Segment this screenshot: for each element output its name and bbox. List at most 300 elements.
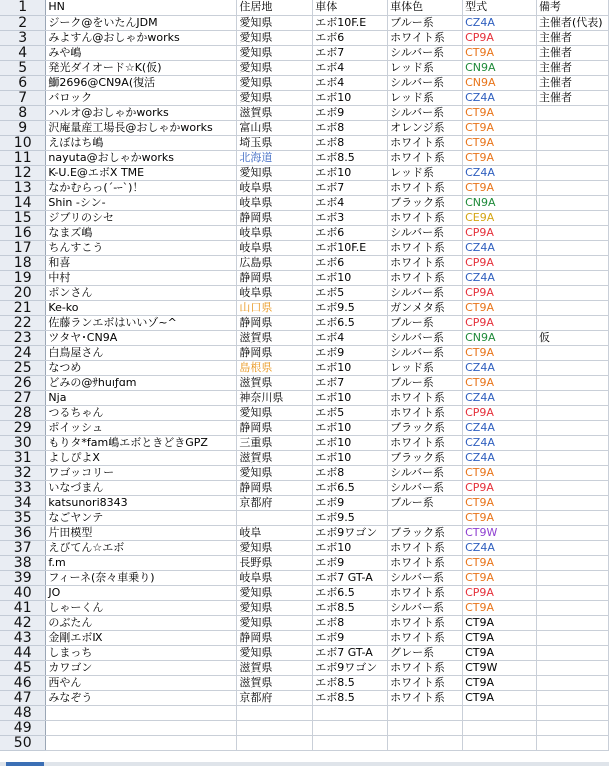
row-header[interactable]: 2 [0, 15, 46, 30]
cell-note[interactable] [536, 225, 608, 240]
cell-color[interactable]: オレンジ系 [388, 120, 463, 135]
cell-color[interactable]: ホワイト系 [388, 180, 463, 195]
cell-model[interactable]: CP9A [463, 285, 537, 300]
cell-car[interactable]: エボ10F.E [313, 15, 388, 30]
cell-car[interactable]: エボ9ワゴン [313, 660, 388, 675]
cell-hn[interactable]: Nja [46, 390, 237, 405]
cell-pref[interactable]: 岐阜県 [237, 180, 313, 195]
cell-note[interactable] [536, 360, 608, 375]
cell-car[interactable]: エボ5 [313, 285, 388, 300]
cell-hn[interactable]: なまズ嶋 [46, 225, 237, 240]
cell-hn[interactable]: みよすん@おしゃかworks [46, 30, 237, 45]
row-header[interactable]: 7 [0, 90, 46, 105]
row-header[interactable]: 13 [0, 180, 46, 195]
cell-color[interactable]: シルバー系 [388, 285, 463, 300]
cell-hn[interactable]: f.m [46, 555, 237, 570]
cell-color[interactable]: シルバー系 [388, 45, 463, 60]
cell-model[interactable]: CZ4A [463, 420, 537, 435]
cell-car[interactable] [313, 705, 388, 720]
cell-note[interactable]: 主催者 [536, 75, 608, 90]
cell-model[interactable]: CT9A [463, 465, 537, 480]
cell-car[interactable]: エボ7 GT-A [313, 645, 388, 660]
cell-pref[interactable]: 愛知県 [237, 45, 313, 60]
cell-model[interactable]: CT9A [463, 630, 537, 645]
cell-model[interactable]: CZ4A [463, 540, 537, 555]
cell-hn[interactable]: 西やん [46, 675, 237, 690]
row-header[interactable]: 35 [0, 510, 46, 525]
cell-hn[interactable]: 金剛エボⅨ [46, 630, 237, 645]
cell-hn[interactable]: 片田模型 [46, 525, 237, 540]
cell-color[interactable] [388, 705, 463, 720]
cell-pref[interactable]: 岐阜 [237, 525, 313, 540]
cell-color[interactable]: ホワイト系 [388, 660, 463, 675]
cell-pref[interactable]: 愛知県 [237, 165, 313, 180]
cell-car[interactable]: エボ10 [313, 435, 388, 450]
cell-color[interactable]: ホワイト系 [388, 30, 463, 45]
cell-model[interactable]: CT9A [463, 120, 537, 135]
row-header[interactable]: 20 [0, 285, 46, 300]
row-header[interactable]: 44 [0, 645, 46, 660]
cell-model[interactable] [463, 705, 537, 720]
row-header[interactable]: 18 [0, 255, 46, 270]
cell-color[interactable]: レッド系 [388, 60, 463, 75]
cell-note[interactable] [536, 690, 608, 705]
cell-pref[interactable]: 愛知県 [237, 585, 313, 600]
cell-note[interactable] [536, 420, 608, 435]
cell-pref[interactable]: 山口県 [237, 300, 313, 315]
cell-car[interactable]: エボ10 [313, 420, 388, 435]
row-header[interactable]: 27 [0, 390, 46, 405]
cell-color[interactable]: レッド系 [388, 165, 463, 180]
cell-note[interactable] [536, 735, 608, 750]
cell-note[interactable] [536, 600, 608, 615]
cell-car[interactable]: エボ4 [313, 330, 388, 345]
cell-model[interactable]: CN9A [463, 195, 537, 210]
cell-hn[interactable]: フィーネ(奈々車乗り) [46, 570, 237, 585]
cell-pref[interactable]: 北海道 [237, 150, 313, 165]
row-header[interactable]: 12 [0, 165, 46, 180]
row-header[interactable]: 14 [0, 195, 46, 210]
cell-color[interactable]: シルバー系 [388, 480, 463, 495]
cell-model[interactable]: CT9W [463, 525, 537, 540]
cell-note[interactable]: 主催者 [536, 90, 608, 105]
cell-note[interactable] [536, 675, 608, 690]
cell-hn[interactable] [46, 720, 237, 735]
cell-car[interactable]: エボ6.5 [313, 480, 388, 495]
cell-hn[interactable]: バロック [46, 90, 237, 105]
cell-pref[interactable]: 富山県 [237, 120, 313, 135]
cell-note[interactable] [536, 615, 608, 630]
cell-color[interactable]: グレー系 [388, 645, 463, 660]
cell-note[interactable] [536, 255, 608, 270]
cell-pref[interactable]: 京都府 [237, 690, 313, 705]
cell-pref[interactable]: 愛知県 [237, 465, 313, 480]
cell-pref[interactable]: 愛知県 [237, 615, 313, 630]
cell-car[interactable]: エボ8 [313, 120, 388, 135]
cell-color[interactable]: ホワイト系 [388, 615, 463, 630]
row-header[interactable]: 11 [0, 150, 46, 165]
cell-car[interactable]: エボ8 [313, 465, 388, 480]
cell-note[interactable] [536, 315, 608, 330]
cell-model[interactable]: CT9A [463, 345, 537, 360]
row-header[interactable]: 37 [0, 540, 46, 555]
cell-pref[interactable]: 滋賀県 [237, 675, 313, 690]
cell-note[interactable] [536, 510, 608, 525]
row-header[interactable]: 45 [0, 660, 46, 675]
cell-hn[interactable]: Ke-ko [46, 300, 237, 315]
cell-hn[interactable]: みなぞう [46, 690, 237, 705]
cell-model[interactable]: CT9A [463, 105, 537, 120]
cell-note[interactable] [536, 375, 608, 390]
cell-hn[interactable]: つるちゃん [46, 405, 237, 420]
cell-note[interactable]: 主催者 [536, 45, 608, 60]
cell-pref[interactable]: 滋賀県 [237, 450, 313, 465]
cell-car[interactable] [313, 735, 388, 750]
cell-model[interactable]: CZ4A [463, 90, 537, 105]
cell-model[interactable]: CZ4A [463, 15, 537, 30]
cell-note[interactable] [536, 345, 608, 360]
cell-car[interactable]: エボ4 [313, 195, 388, 210]
row-header[interactable]: 24 [0, 345, 46, 360]
row-header[interactable]: 47 [0, 690, 46, 705]
row-header[interactable]: 9 [0, 120, 46, 135]
cell-pref[interactable]: 岐阜県 [237, 240, 313, 255]
cell-model[interactable]: CT9A [463, 615, 537, 630]
cell-model[interactable]: CT9A [463, 150, 537, 165]
cell-model[interactable]: CT9A [463, 45, 537, 60]
cell-hn[interactable]: しまっち [46, 645, 237, 660]
cell-model[interactable]: CP9A [463, 225, 537, 240]
cell-note[interactable] [536, 120, 608, 135]
row-header[interactable]: 5 [0, 60, 46, 75]
cell-car[interactable]: エボ10 [313, 270, 388, 285]
cell-hn[interactable]: のぶたん [46, 615, 237, 630]
cell-car[interactable]: エボ9 [313, 630, 388, 645]
cell-pref[interactable]: 京都府 [237, 495, 313, 510]
row-header[interactable]: 19 [0, 270, 46, 285]
cell-model[interactable]: CN9A [463, 75, 537, 90]
cell-color[interactable]: シルバー系 [388, 75, 463, 90]
cell-hn[interactable]: JO [46, 585, 237, 600]
cell-car[interactable]: エボ6.5 [313, 585, 388, 600]
cell-pref[interactable]: 静岡県 [237, 315, 313, 330]
row-header[interactable]: 38 [0, 555, 46, 570]
cell-color[interactable]: ブルー系 [388, 15, 463, 30]
cell-note[interactable]: 主催者(代表) [536, 15, 608, 30]
cell-color[interactable]: ホワイト系 [388, 555, 463, 570]
cell-color[interactable]: シルバー系 [388, 600, 463, 615]
cell-color[interactable] [388, 720, 463, 735]
cell-color[interactable]: ホワイト系 [388, 405, 463, 420]
cell-model[interactable]: CT9A [463, 495, 537, 510]
column-header-model[interactable]: 型式 [463, 0, 537, 15]
cell-color[interactable]: ブラック系 [388, 450, 463, 465]
cell-hn[interactable]: 発光ダイオード☆K(仮) [46, 60, 237, 75]
cell-model[interactable] [463, 735, 537, 750]
cell-color[interactable]: ホワイト系 [388, 390, 463, 405]
cell-pref[interactable] [237, 735, 313, 750]
cell-hn[interactable]: なごヤンテ [46, 510, 237, 525]
cell-pref[interactable]: 静岡県 [237, 345, 313, 360]
cell-pref[interactable]: 愛知県 [237, 645, 313, 660]
cell-model[interactable]: CZ4A [463, 390, 537, 405]
cell-pref[interactable]: 愛知県 [237, 30, 313, 45]
row-header[interactable]: 10 [0, 135, 46, 150]
cell-car[interactable]: エボ10 [313, 360, 388, 375]
column-header-color[interactable]: 車体色 [388, 0, 463, 15]
row-header[interactable]: 16 [0, 225, 46, 240]
cell-hn[interactable]: nayuta@おしゃかworks [46, 150, 237, 165]
cell-hn[interactable]: 沢庵量産工場長@おしゃかworks [46, 120, 237, 135]
cell-pref[interactable]: 埼玉県 [237, 135, 313, 150]
cell-hn[interactable]: 中村 [46, 270, 237, 285]
cell-color[interactable]: ブルー系 [388, 375, 463, 390]
cell-pref[interactable]: 愛知県 [237, 405, 313, 420]
cell-car[interactable]: エボ8.5 [313, 675, 388, 690]
cell-note[interactable] [536, 195, 608, 210]
cell-pref[interactable]: 静岡県 [237, 210, 313, 225]
row-header[interactable]: 1 [0, 0, 46, 15]
row-header[interactable]: 34 [0, 495, 46, 510]
cell-hn[interactable]: ちんすこう [46, 240, 237, 255]
cell-car[interactable]: エボ6 [313, 30, 388, 45]
cell-car[interactable] [313, 720, 388, 735]
cell-hn[interactable]: Shin -シン- [46, 195, 237, 210]
cell-car[interactable]: エボ10 [313, 540, 388, 555]
cell-note[interactable] [536, 720, 608, 735]
cell-model[interactable]: CP9A [463, 255, 537, 270]
cell-color[interactable]: ホワイト系 [388, 240, 463, 255]
cell-hn[interactable]: えびてん☆エボ [46, 540, 237, 555]
cell-pref[interactable]: 愛知県 [237, 90, 313, 105]
cell-model[interactable]: CZ4A [463, 165, 537, 180]
row-header[interactable]: 50 [0, 735, 46, 750]
cell-pref[interactable]: 三重県 [237, 435, 313, 450]
cell-color[interactable]: ホワイト系 [388, 675, 463, 690]
cell-hn[interactable]: しゃーくん [46, 600, 237, 615]
cell-car[interactable]: エボ7 GT-A [313, 570, 388, 585]
cell-car[interactable]: エボ10F.E [313, 240, 388, 255]
cell-pref[interactable]: 岐阜県 [237, 195, 313, 210]
cell-note[interactable] [536, 165, 608, 180]
cell-hn[interactable]: どみの@ｻhuıƒɑm [46, 375, 237, 390]
cell-color[interactable]: ホワイト系 [388, 135, 463, 150]
cell-note[interactable] [536, 150, 608, 165]
cell-model[interactable]: CT9A [463, 510, 537, 525]
column-header-note[interactable]: 備考 [536, 0, 608, 15]
cell-hn[interactable]: ポイッシュ [46, 420, 237, 435]
cell-model[interactable]: CP9A [463, 585, 537, 600]
row-header[interactable]: 21 [0, 300, 46, 315]
cell-pref[interactable]: 滋賀県 [237, 660, 313, 675]
cell-note[interactable] [536, 555, 608, 570]
cell-color[interactable]: ブラック系 [388, 420, 463, 435]
row-header[interactable]: 26 [0, 375, 46, 390]
row-header[interactable]: 29 [0, 420, 46, 435]
cell-color[interactable] [388, 735, 463, 750]
cell-pref[interactable]: 愛知県 [237, 15, 313, 30]
row-header[interactable]: 15 [0, 210, 46, 225]
row-header[interactable]: 36 [0, 525, 46, 540]
cell-car[interactable]: エボ6 [313, 255, 388, 270]
cell-model[interactable]: CN9A [463, 330, 537, 345]
cell-model[interactable]: CT9A [463, 645, 537, 660]
cell-hn[interactable]: いなづまん [46, 480, 237, 495]
cell-note[interactable] [536, 240, 608, 255]
row-header[interactable]: 23 [0, 330, 46, 345]
cell-color[interactable]: ブルー系 [388, 315, 463, 330]
cell-color[interactable]: ホワイト系 [388, 435, 463, 450]
cell-model[interactable]: CT9A [463, 135, 537, 150]
cell-color[interactable]: シルバー系 [388, 465, 463, 480]
cell-car[interactable]: エボ9 [313, 105, 388, 120]
cell-color[interactable]: レッド系 [388, 90, 463, 105]
cell-pref[interactable]: 広島県 [237, 255, 313, 270]
cell-model[interactable]: CT9A [463, 375, 537, 390]
row-header[interactable]: 42 [0, 615, 46, 630]
row-header[interactable]: 46 [0, 675, 46, 690]
cell-note[interactable] [536, 405, 608, 420]
cell-pref[interactable]: 愛知県 [237, 60, 313, 75]
cell-model[interactable]: CZ4A [463, 240, 537, 255]
cell-pref[interactable]: 静岡県 [237, 630, 313, 645]
cell-note[interactable] [536, 435, 608, 450]
cell-pref[interactable]: 静岡県 [237, 480, 313, 495]
cell-hn[interactable]: カワゴン [46, 660, 237, 675]
row-header[interactable]: 4 [0, 45, 46, 60]
cell-color[interactable]: ガンメタ系 [388, 300, 463, 315]
cell-note[interactable]: 主催者 [536, 60, 608, 75]
sheet-tab[interactable] [6, 762, 44, 766]
cell-model[interactable]: CE9A [463, 210, 537, 225]
cell-pref[interactable]: 静岡県 [237, 420, 313, 435]
cell-note[interactable] [536, 210, 608, 225]
cell-model[interactable]: CZ4A [463, 360, 537, 375]
cell-hn[interactable]: なつめ [46, 360, 237, 375]
row-header[interactable]: 39 [0, 570, 46, 585]
cell-color[interactable]: ホワイト系 [388, 585, 463, 600]
row-header[interactable]: 43 [0, 630, 46, 645]
cell-color[interactable]: ブルー系 [388, 495, 463, 510]
cell-model[interactable]: CT9A [463, 675, 537, 690]
cell-note[interactable] [536, 705, 608, 720]
cell-hn[interactable]: K-U.E@エボX TME [46, 165, 237, 180]
cell-car[interactable]: エボ6 [313, 225, 388, 240]
cell-note[interactable] [536, 585, 608, 600]
row-header[interactable]: 22 [0, 315, 46, 330]
cell-model[interactable]: CP9A [463, 315, 537, 330]
row-header[interactable]: 25 [0, 360, 46, 375]
cell-car[interactable]: エボ10 [313, 165, 388, 180]
cell-note[interactable] [536, 645, 608, 660]
cell-car[interactable]: エボ8 [313, 135, 388, 150]
cell-pref[interactable] [237, 705, 313, 720]
cell-note[interactable] [536, 270, 608, 285]
cell-car[interactable]: エボ10 [313, 390, 388, 405]
cell-hn[interactable]: katsunori8343 [46, 495, 237, 510]
cell-note[interactable] [536, 390, 608, 405]
cell-note[interactable] [536, 135, 608, 150]
cell-pref[interactable]: 愛知県 [237, 600, 313, 615]
cell-car[interactable]: エボ8.5 [313, 690, 388, 705]
cell-car[interactable]: エボ9.5 [313, 300, 388, 315]
cell-color[interactable]: シルバー系 [388, 570, 463, 585]
cell-car[interactable]: エボ4 [313, 60, 388, 75]
cell-pref[interactable]: 岐阜県 [237, 570, 313, 585]
cell-hn[interactable]: 佐藤ランエボはいいゾ~^ [46, 315, 237, 330]
cell-car[interactable]: エボ9 [313, 345, 388, 360]
cell-car[interactable]: エボ5 [313, 405, 388, 420]
cell-hn[interactable] [46, 705, 237, 720]
row-header[interactable]: 17 [0, 240, 46, 255]
row-header[interactable]: 30 [0, 435, 46, 450]
cell-car[interactable]: エボ9 [313, 495, 388, 510]
cell-model[interactable]: CZ4A [463, 450, 537, 465]
cell-car[interactable]: エボ4 [313, 75, 388, 90]
cell-car[interactable]: エボ9 [313, 555, 388, 570]
cell-pref[interactable]: 滋賀県 [237, 330, 313, 345]
cell-hn[interactable] [46, 735, 237, 750]
cell-note[interactable] [536, 285, 608, 300]
cell-color[interactable]: シルバー系 [388, 345, 463, 360]
row-header[interactable]: 8 [0, 105, 46, 120]
cell-car[interactable]: エボ7 [313, 375, 388, 390]
row-header[interactable]: 33 [0, 480, 46, 495]
cell-car[interactable]: エボ8 [313, 615, 388, 630]
cell-hn[interactable]: みや嶋 [46, 45, 237, 60]
cell-model[interactable]: CZ4A [463, 435, 537, 450]
cell-note[interactable] [536, 180, 608, 195]
cell-car[interactable]: エボ10 [313, 90, 388, 105]
cell-model[interactable]: CT9A [463, 300, 537, 315]
cell-note[interactable] [536, 450, 608, 465]
cell-note[interactable] [536, 630, 608, 645]
row-header[interactable]: 48 [0, 705, 46, 720]
cell-hn[interactable]: ジブリのシセ [46, 210, 237, 225]
cell-model[interactable]: CP9A [463, 405, 537, 420]
cell-car[interactable]: エボ8.5 [313, 600, 388, 615]
cell-model[interactable]: CT9A [463, 600, 537, 615]
cell-color[interactable]: レッド系 [388, 360, 463, 375]
cell-color[interactable] [388, 510, 463, 525]
column-header-hn[interactable]: HN [46, 0, 237, 15]
cell-model[interactable]: CT9A [463, 690, 537, 705]
cell-color[interactable]: ホワイト系 [388, 270, 463, 285]
cell-car[interactable]: エボ8.5 [313, 150, 388, 165]
cell-pref[interactable]: 愛知県 [237, 540, 313, 555]
row-header[interactable]: 41 [0, 600, 46, 615]
row-header[interactable]: 6 [0, 75, 46, 90]
cell-color[interactable]: シルバー系 [388, 105, 463, 120]
cell-note[interactable] [536, 480, 608, 495]
cell-color[interactable]: ホワイト系 [388, 150, 463, 165]
cell-hn[interactable]: ジーク@をいたんJDM [46, 15, 237, 30]
cell-note[interactable] [536, 465, 608, 480]
column-header-car[interactable]: 車体 [313, 0, 388, 15]
cell-pref[interactable] [237, 720, 313, 735]
cell-color[interactable]: ブラック系 [388, 525, 463, 540]
cell-hn[interactable]: 鰤2696@CN9A(復活 [46, 75, 237, 90]
cell-car[interactable]: エボ3 [313, 210, 388, 225]
cell-color[interactable]: ホワイト系 [388, 690, 463, 705]
cell-hn[interactable]: もりタ*fam嶋エボときどきGPZ [46, 435, 237, 450]
cell-color[interactable]: シルバー系 [388, 330, 463, 345]
cell-hn[interactable]: 和喜 [46, 255, 237, 270]
cell-note[interactable] [536, 570, 608, 585]
row-header[interactable]: 31 [0, 450, 46, 465]
cell-note[interactable] [536, 495, 608, 510]
cell-model[interactable]: CZ4A [463, 270, 537, 285]
